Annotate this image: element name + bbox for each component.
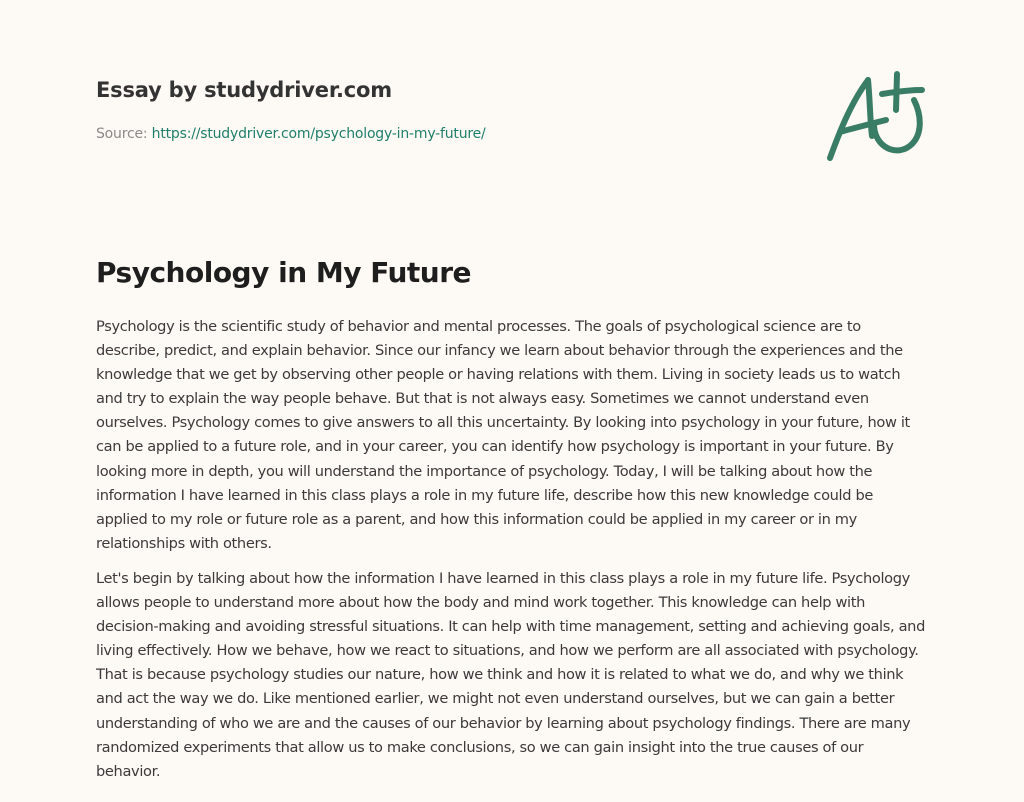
source-line xyxy=(96,124,796,144)
article-title: Psychology in My Future xyxy=(96,256,472,289)
article-paragraph: Let's begin by talking about how the information I have learned in this class plays a role in my future life. Psychology allows people to understand more about how the body and mind work together. This knowledge can help with decision-making and avoiding stressful situations. It can help with time management, setting and achieving goals, and living effectively. How we behave, how we react to situations, and how we perform are all associated with psychology. That is because psychology studies our nature, how we think and how it is related to what we do, and why we think and act the way we do. Like mentioned earlier, we might not even understand ourselves, but we can gain a better understanding of who we are and the causes of our behavior by learning about psychology findings. There are many randomized experiments that allow us to make conclusions, so we can gain insight into the true causes of our behavior. xyxy=(96,569,925,780)
site-title: Essay by studydriver.com xyxy=(96,78,392,102)
article-paragraph: Psychology is the scientific study of behavior and mental processes. The goals of psychological science are to describe, predict, and explain behavior. Since our infancy we learn about behavior through the experiences and the knowledge that we get by observing other people or having relations with them. Living in society leads us to watch and try to explain the way people behave. But that is not always easy. Sometimes we cannot understand even ourselves. Psychology comes to give answers to all this uncertainty. By looking into psychology in your future, how it can be applied to a future role, and in your career, you can identify how psychology is important in your future. By looking more in depth, you will understand the importance of psychology. Today, I will be talking about how the information I have learned in this class plays a role in my future life, describe how this new knowledge could be applied to my role or future role as a parent, and how this information could be applied in my career or in my relationships with others. xyxy=(96,318,910,552)
a-plus-grade-icon xyxy=(818,66,930,166)
source-label: Source: xyxy=(96,126,148,142)
essay-header xyxy=(96,76,796,144)
article-body xyxy=(96,315,928,795)
source-link[interactable]: https://studydriver.com/psychology-in-my-future/ xyxy=(151,126,486,142)
